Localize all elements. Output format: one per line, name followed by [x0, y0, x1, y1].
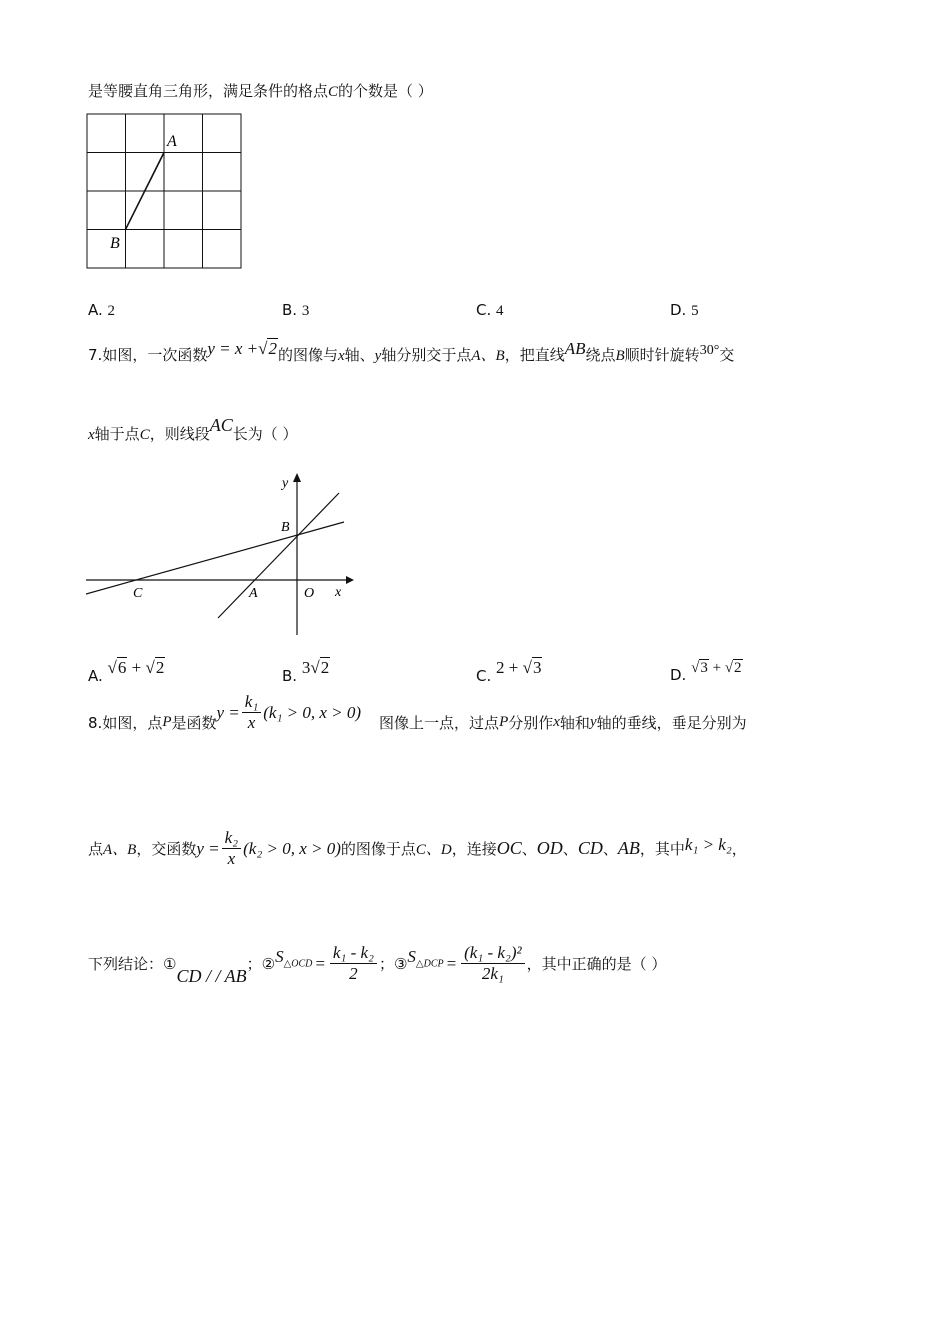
q7-graph-figure [86, 470, 356, 640]
q6-var-c: C [328, 84, 339, 100]
q8-number: 8. [88, 713, 103, 732]
q6-stem-text-1: 是等腰直角三角形，满足条件的格点 [88, 82, 329, 100]
q7-line-ab: AB [564, 339, 586, 358]
x-axis-arrow [346, 576, 354, 584]
q6-option-a[interactable]: A. 2 [88, 301, 116, 319]
q7-stem-line-2: x轴于点C，则线段AC长为（ ） [88, 415, 298, 443]
q8-conclusion-1: CD / / AB [176, 966, 247, 986]
q8-function-2: y = $\frac{\text{k₂}}{x}$ (k₂ > 0, x > 0) [196, 828, 341, 868]
label-b: B [281, 520, 290, 535]
q7-option-a[interactable]: A. √6 + √2 [88, 658, 165, 685]
q6-stem [88, 80, 433, 101]
q8-stem-line-3: 下列结论：① CD / / AB ；② $S_{\triangle OCD}$ = $\frac{\text{k₁ - k₂}}{2}$ ；③ $S_{\triangle DCP}$ = $\frac{\text{(k₁ - k₂)²}}{\text{2k₁}}$ ，其中正确的是（ ） [88, 943, 667, 986]
q7-number: 7. [88, 346, 103, 364]
q8-stem-line-1: 8. 如图，点 P 是函数 y = $\frac{\text{k₁}}{x}$ (k₁ > 0, x > 0) 图像上一点，过点 P 分别作 x 轴和 y 轴的垂线，垂足分别为 [88, 692, 747, 732]
q7-stem-line-1: 7.如图，一次函数y = x +√2的图像与x轴、y轴分别交于点A、B，把直线AB绕点B顺时针旋转30°交 [88, 339, 735, 364]
q7-option-d[interactable]: D. √3 + √2 [670, 660, 742, 684]
q7-option-c[interactable]: C. 2 + √3 [476, 658, 542, 685]
q6-option-d[interactable]: D. 5 [670, 301, 699, 319]
label-y: y [282, 476, 289, 491]
q8-conclusion-2: $S_{\triangle OCD}$ = $\frac{\text{k₁ - k₂}}{2}$ [275, 943, 379, 984]
label-b: B [110, 235, 120, 252]
q7-segment-ac: AC [209, 415, 233, 435]
y-axis-arrow [293, 473, 301, 482]
label-a: A [249, 586, 258, 601]
q6-stem-text-2: 的个数是（ ） [338, 82, 433, 100]
q8-conclusion-3: $S_{\triangle DCP}$ = $\frac{\text{(k₁ - k₂)²}}{\text{2k₁}}$ [407, 943, 526, 984]
label-o: O [304, 586, 315, 601]
label-a: A [167, 133, 177, 150]
label-x: x [335, 585, 342, 600]
q7-option-b[interactable]: B. 3√2 [282, 658, 330, 685]
q7-formula: y = x +√2 [207, 339, 277, 358]
q6-option-c[interactable]: C. 4 [476, 301, 504, 319]
q8-function-1: y = $\frac{\text{k₁}}{x}$ (k₁ > 0, x > 0) [216, 692, 362, 732]
q8-stem-line-2: 点 A、B ，交函数 y = $\frac{\text{k₂}}{x}$ (k₂ > 0, x > 0) 的图像于点 C、D ，连接 OC 、 OD 、 CD 、 AB ，其中 k₁ > k₂ ， [88, 828, 747, 868]
line-ab [218, 493, 339, 618]
q6-grid-figure [86, 113, 244, 271]
q7-angle: 30° [699, 343, 720, 358]
line-bc [86, 522, 344, 594]
label-c: C [133, 586, 143, 601]
q6-option-b[interactable]: B. 3 [282, 301, 310, 319]
